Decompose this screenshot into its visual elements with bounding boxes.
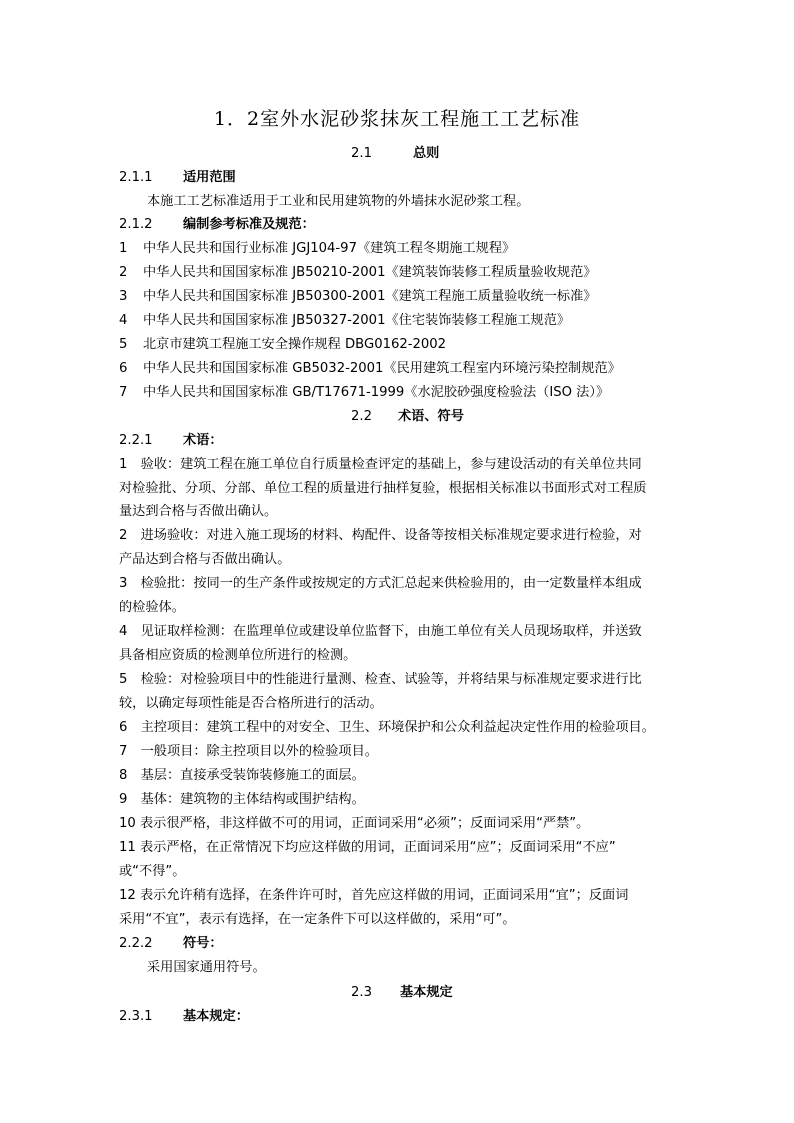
subsection-number: 2.3.1 [119,1009,153,1024]
reference-text: 中华人民共和国国家标准 GB5032-2001《民用建筑工程室内环境污染控制规范》 [143,361,621,376]
reference-number: 2 [119,265,128,280]
reference-text: 中华人民共和国国家标准 JB50300-2001《建筑工程施工质量验收统一标准》 [143,289,597,304]
subsection-number: 2.1.1 [119,170,153,185]
reference-text: 北京市建筑工程施工安全操作规程 DBG0162-2002 [143,337,447,352]
subsection-label: 符号： [183,936,223,951]
term-line: 2 进场验收：对进入施工现场的材料、构配件、设备等按相关标准规定要求进行检验，对 [119,528,642,543]
subsection-heading [119,433,689,449]
term-line: 11 表示严格，在正常情况下均应这样做的用词，正面词采用“应”；反面词采用“不应” [119,840,616,855]
reference-item [119,337,689,353]
reference-item [119,313,689,329]
reference-number: 3 [119,289,128,304]
section-label: 基本规定 [400,985,453,1000]
reference-text: 中华人民共和国国家标准 JB50210-2001《建筑装饰装修工程质量验收规范》 [143,265,597,280]
term-line: 9 基体：建筑物的主体结构或围护结构。 [119,792,365,807]
reference-number: 1 [119,241,128,256]
term-line: 较，以确定每项性能是否合格所进行的活动。 [119,696,383,711]
term-line: 10 表示很严格，非这样做不可的用词，正面词采用“必须”；反面词采用“严禁”。 [119,816,590,831]
subsection-label: 编制参考标准及规范： [183,217,315,232]
reference-item [119,265,689,281]
subsection-heading [119,217,689,233]
section-number: 2.1 [351,146,372,161]
section-number: 2.2 [351,409,372,424]
reference-number: 6 [119,361,128,376]
term-line: 5 检验：对检验项目中的性能进行量测、检查、试验等，并将结果与标准规定要求进行比 [119,672,642,687]
term-line: 3 检验批：按同一的生产条件或按规定的方式汇总起来供检验用的，由一定数量样本组成 [119,576,642,591]
term-line: 或“不得”。 [119,864,186,879]
term-line: 1 验收：建筑工程在施工单位自行质量检查评定的基础上，参与建设活动的有关单位共同 [119,457,642,472]
term-line: 对检验批、分项、分部、单位工程的质量进行抽样复验，根据相关标准以书面形式对工程质 [119,481,647,496]
term-line: 4 见证取样检测：在监理单位或建设单位监督下，由施工单位有关人员现场取样，并送致 [119,624,642,639]
reference-number: 7 [119,385,128,400]
symbols-paragraph: 采用国家通用符号。 [147,960,266,975]
section-label: 术语、符号 [398,409,464,424]
term-line: 具备相应资质的检测单位所进行的检测。 [119,648,357,663]
subsection-heading [119,936,689,952]
reference-text: 中华人民共和国国家标准 JB50327-2001《住宅装饰装修工程施工规范》 [143,313,571,328]
subsection-label: 适用范围 [183,170,236,185]
term-line: 12 表示允许稍有选择，在条件许可时，首先应这样做的用词，正面词采用“宜”；反面词 [119,888,629,903]
reference-item [119,385,689,401]
subsection-label: 基本规定： [183,1009,249,1024]
reference-item [119,361,689,377]
section-label: 总则 [413,146,440,161]
reference-text: 中华人民共和国国家标准 GB/T17671-1999《水泥胶砂强度检验法（ISO 法）》 [143,385,610,400]
scope-paragraph: 本施工工艺标准适用于工业和民用建筑物的外墙抹水泥砂浆工程。 [147,194,530,209]
reference-item [119,289,689,305]
section-number: 2.3 [351,985,372,1000]
reference-number: 5 [119,337,128,352]
subsection-number: 2.1.2 [119,217,153,232]
reference-item [119,241,689,257]
term-line: 的检验体。 [119,600,185,615]
term-line: 8 基层：直接承受装饰装修施工的面层。 [119,768,365,783]
term-line: 7 一般项目：除主控项目以外的检验项目。 [119,744,378,759]
term-line: 采用“不宜”，表示有选择，在一定条件下可以这样做的，采用“可”。 [119,912,516,927]
subsection-heading [119,1009,689,1025]
reference-number: 4 [119,313,128,328]
subsection-label: 术语： [183,433,223,448]
term-line: 量达到合格与否做出确认。 [119,504,278,519]
term-line: 6 主控项目：建筑工程中的对安全、卫生、环境保护和公众利益起决定性作用的检验项目。 [119,720,655,735]
term-line: 产品达到合格与否做出确认。 [119,552,291,567]
subsection-number: 2.2.2 [119,936,153,951]
document-title: 1．2室外水泥砂浆抹灰工程施工工艺标准 [213,108,581,130]
subsection-heading [119,170,689,186]
subsection-number: 2.2.1 [119,433,153,448]
reference-text: 中华人民共和国行业标准 JGJ104-97《建筑工程冬期施工规程》 [143,241,516,256]
